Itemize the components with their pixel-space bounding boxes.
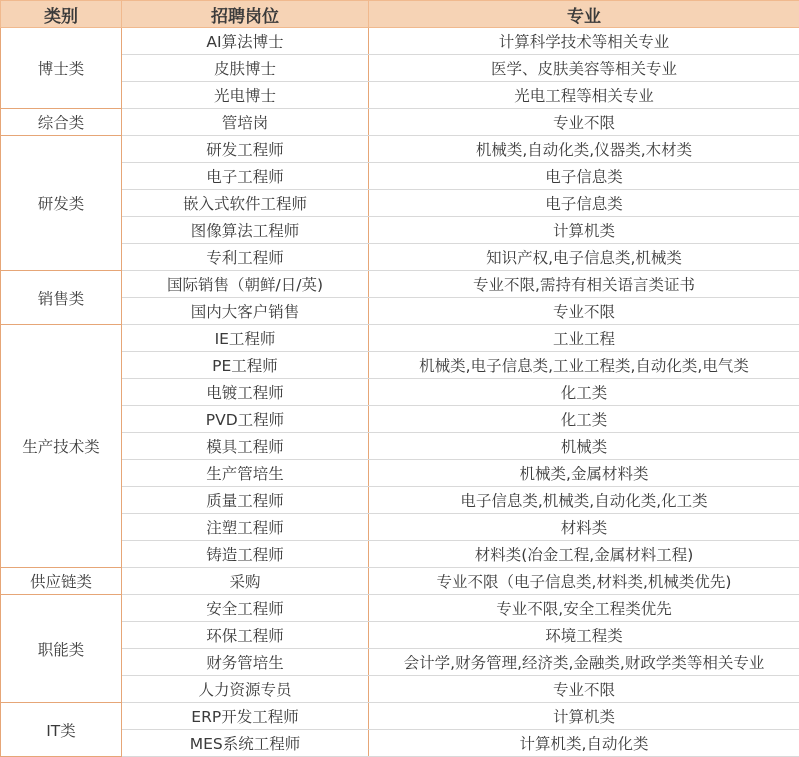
- category-cell: 职能类: [1, 595, 122, 703]
- position-cell: 铸造工程师: [122, 541, 369, 568]
- major-cell: 化工类: [369, 379, 799, 406]
- position-cell: 生产管培生: [122, 460, 369, 487]
- header-category: 类别: [1, 1, 122, 28]
- major-cell: 计算机类,自动化类: [369, 730, 799, 757]
- major-cell: 电子信息类,机械类,自动化类,化工类: [369, 487, 799, 514]
- position-cell: 质量工程师: [122, 487, 369, 514]
- major-cell: 医学、皮肤美容等相关专业: [369, 55, 799, 82]
- table-row: [1, 325, 799, 352]
- major-cell: 化工类: [369, 406, 799, 433]
- position-cell: 图像算法工程师: [122, 217, 369, 244]
- major-cell: 计算科学技术等相关专业: [369, 28, 799, 55]
- position-cell: 电镀工程师: [122, 379, 369, 406]
- category-cell: 研发类: [1, 136, 122, 271]
- table-row: [1, 568, 799, 595]
- position-cell: 人力资源专员: [122, 676, 369, 703]
- position-cell: 管培岗: [122, 109, 369, 136]
- position-cell: 安全工程师: [122, 595, 369, 622]
- category-cell: 生产技术类: [1, 325, 122, 568]
- position-cell: 财务管培生: [122, 649, 369, 676]
- position-cell: 模具工程师: [122, 433, 369, 460]
- category-cell: 供应链类: [1, 568, 122, 595]
- table-row: [1, 28, 799, 55]
- category-cell: 综合类: [1, 109, 122, 136]
- major-cell: 机械类,电子信息类,工业工程类,自动化类,电气类: [369, 352, 799, 379]
- position-cell: 嵌入式软件工程师: [122, 190, 369, 217]
- header-position: 招聘岗位: [122, 1, 369, 28]
- major-cell: 专业不限（电子信息类,材料类,机械类优先): [369, 568, 799, 595]
- major-cell: 电子信息类: [369, 163, 799, 190]
- position-cell: PVD工程师: [122, 406, 369, 433]
- major-cell: 工业工程: [369, 325, 799, 352]
- major-cell: 知识产权,电子信息类,机械类: [369, 244, 799, 271]
- position-cell: 注塑工程师: [122, 514, 369, 541]
- position-cell: 专利工程师: [122, 244, 369, 271]
- category-cell: 销售类: [1, 271, 122, 325]
- position-cell: 研发工程师: [122, 136, 369, 163]
- table-row: [1, 595, 799, 622]
- category-cell: IT类: [1, 703, 122, 757]
- position-cell: AI算法博士: [122, 28, 369, 55]
- position-cell: ERP开发工程师: [122, 703, 369, 730]
- position-cell: PE工程师: [122, 352, 369, 379]
- position-cell: 环保工程师: [122, 622, 369, 649]
- position-cell: 采购: [122, 568, 369, 595]
- position-cell: 国内大客户销售: [122, 298, 369, 325]
- category-cell: 博士类: [1, 28, 122, 109]
- major-cell: 专业不限,需持有相关语言类证书: [369, 271, 799, 298]
- position-cell: 国际销售（朝鲜/日/英): [122, 271, 369, 298]
- header-major: 专业: [369, 1, 799, 28]
- table-header-row: [1, 1, 799, 28]
- major-cell: 光电工程等相关专业: [369, 82, 799, 109]
- major-cell: 会计学,财务管理,经济类,金融类,财政学类等相关专业: [369, 649, 799, 676]
- table-body: [1, 28, 799, 757]
- position-cell: 电子工程师: [122, 163, 369, 190]
- major-cell: 机械类: [369, 433, 799, 460]
- major-cell: 环境工程类: [369, 622, 799, 649]
- major-cell: 材料类(冶金工程,金属材料工程): [369, 541, 799, 568]
- position-cell: MES系统工程师: [122, 730, 369, 757]
- position-cell: IE工程师: [122, 325, 369, 352]
- table-row: [1, 136, 799, 163]
- position-cell: 光电博士: [122, 82, 369, 109]
- major-cell: 机械类,自动化类,仪器类,木材类: [369, 136, 799, 163]
- table-row: [1, 271, 799, 298]
- major-cell: 计算机类: [369, 217, 799, 244]
- major-cell: 专业不限: [369, 676, 799, 703]
- major-cell: 专业不限,安全工程类优先: [369, 595, 799, 622]
- major-cell: 机械类,金属材料类: [369, 460, 799, 487]
- table-row: [1, 109, 799, 136]
- major-cell: 计算机类: [369, 703, 799, 730]
- position-cell: 皮肤博士: [122, 55, 369, 82]
- table-row: [1, 703, 799, 730]
- major-cell: 材料类: [369, 514, 799, 541]
- major-cell: 专业不限: [369, 298, 799, 325]
- major-cell: 电子信息类: [369, 190, 799, 217]
- major-cell: 专业不限: [369, 109, 799, 136]
